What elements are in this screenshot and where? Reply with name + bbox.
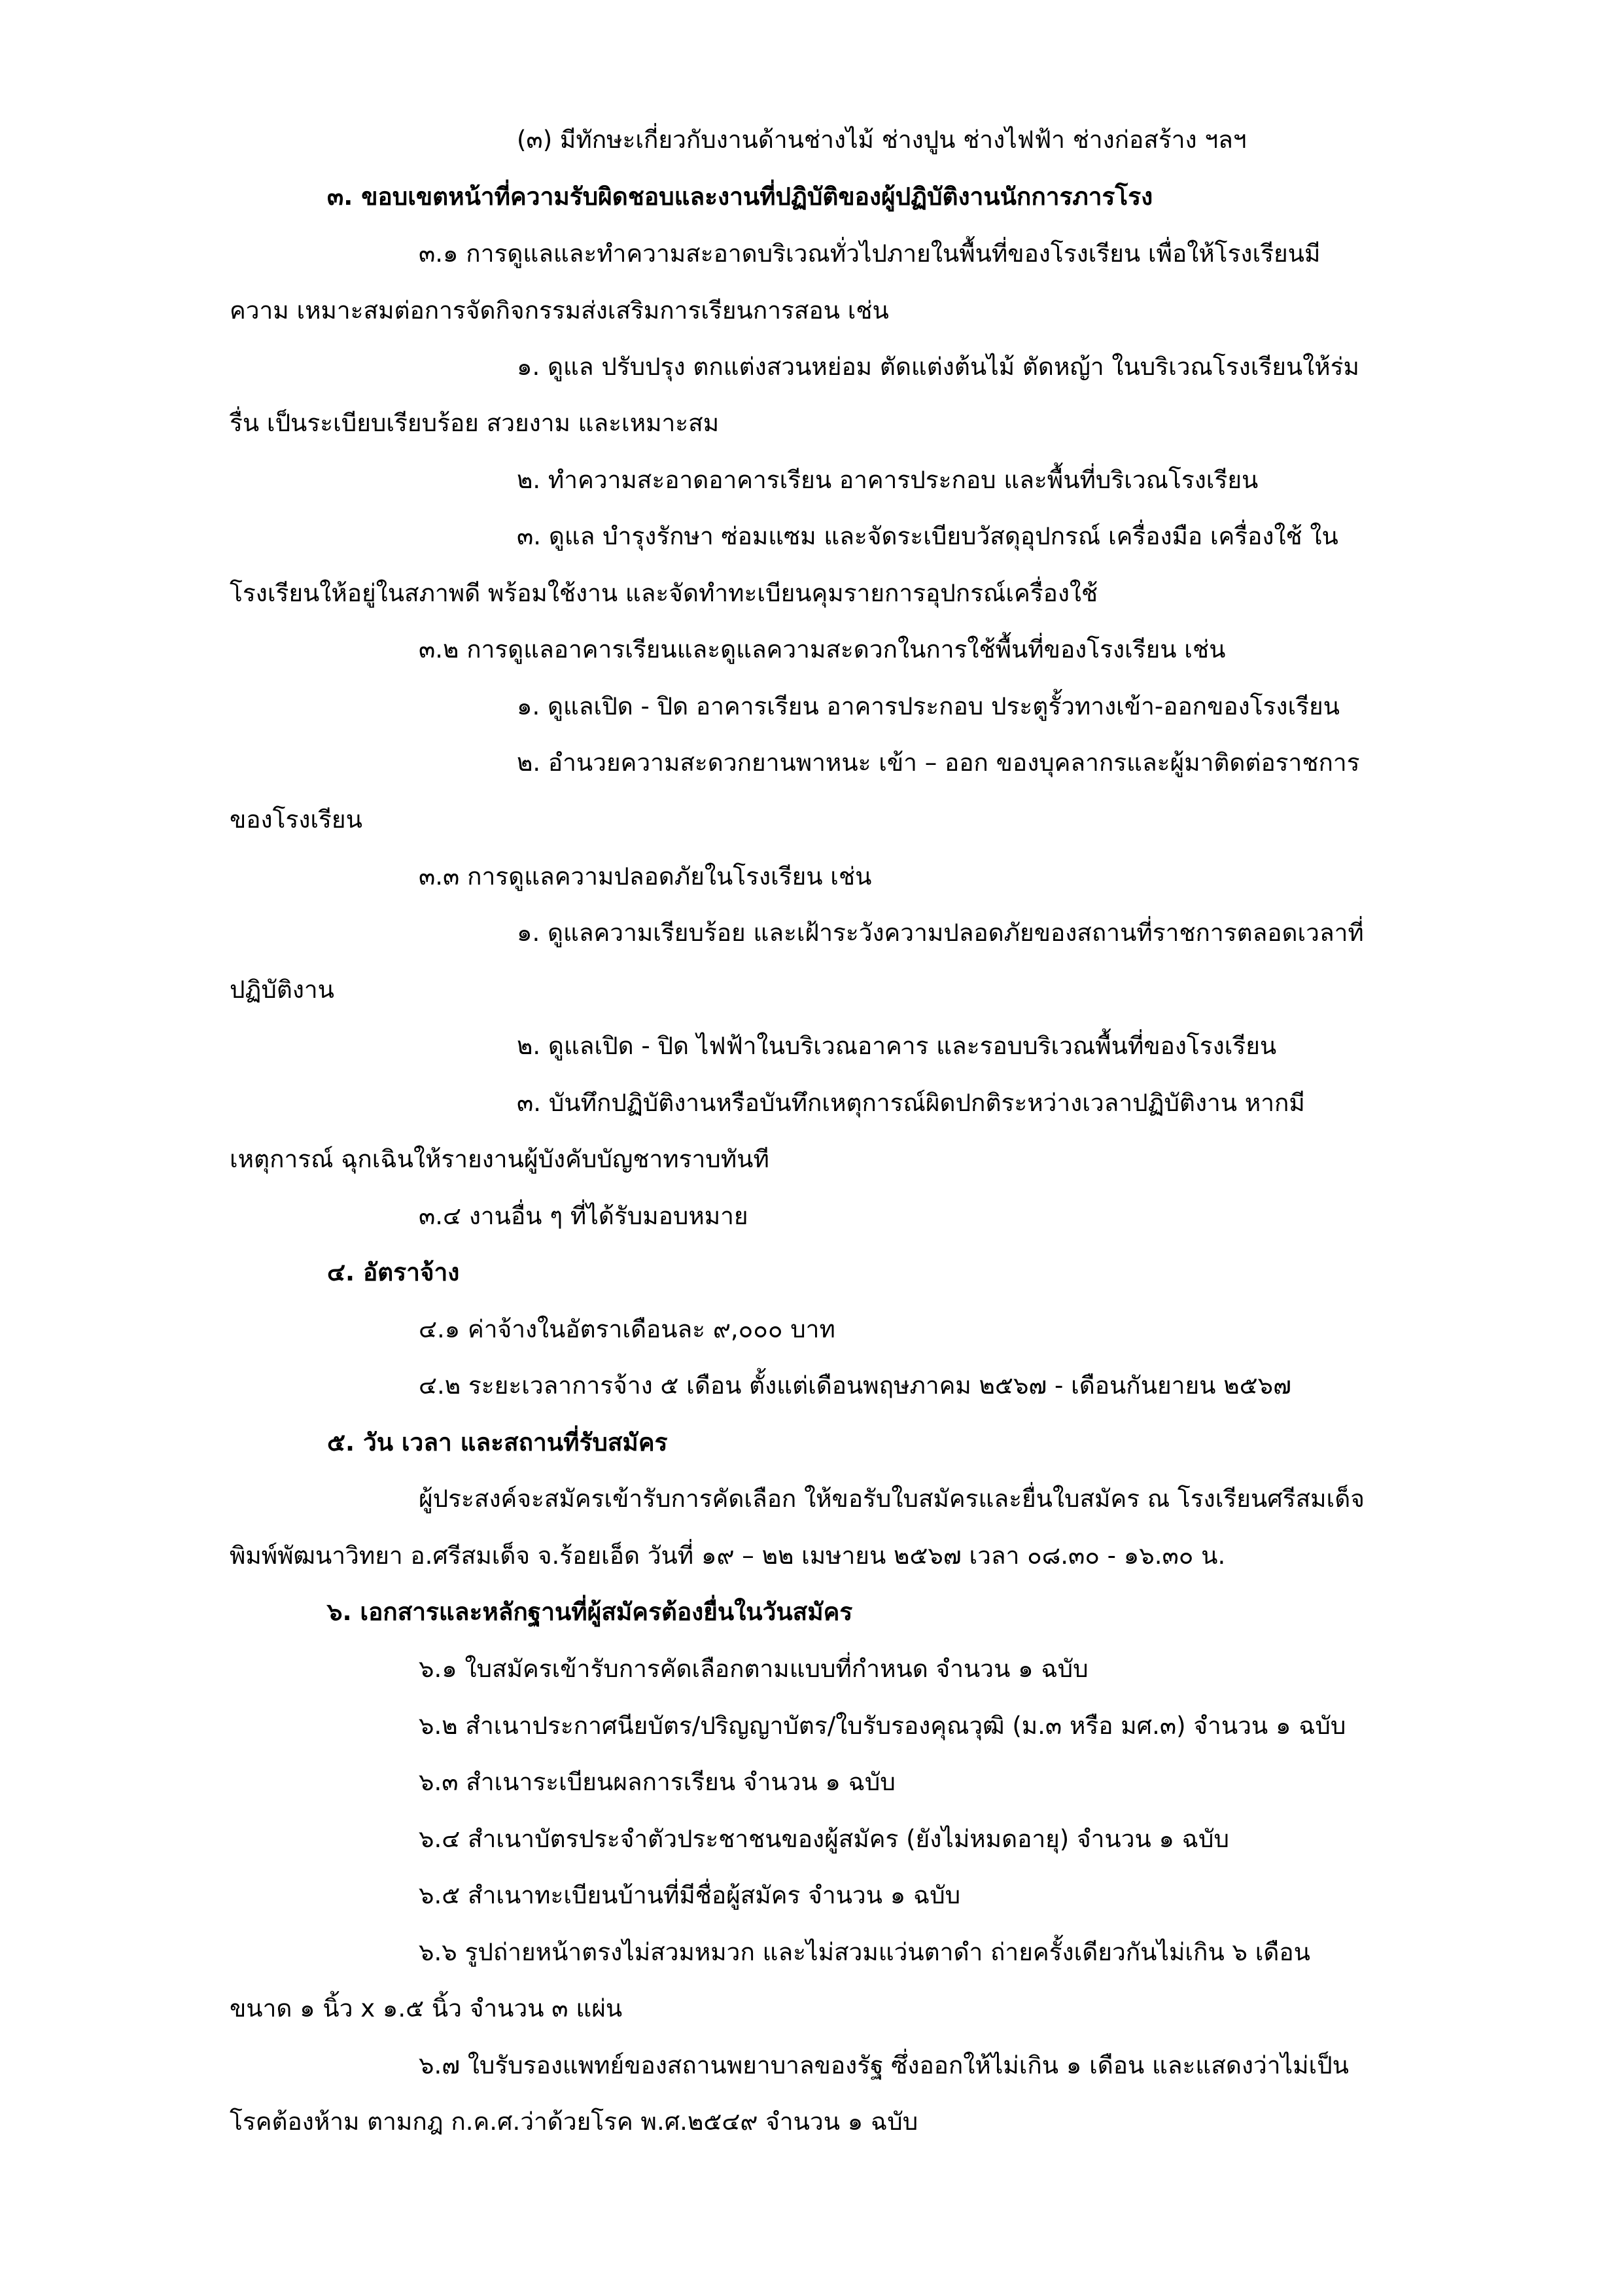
skill-item-3: (๓) มีทักษะเกี่ยวกับงานด้านช่างไม้ ช่างปูน ช่างไฟฟ้า ช่างก่อสร้าง ฯลฯ bbox=[517, 126, 1247, 154]
section-6-2-line: ๖.๒ สำเนาประกาศนียบัตร/ปริญญาบัตร/ใบรับรองคุณวุฒิ (ม.๓ หรือ มศ.๓) จำนวน ๑ ฉบับ bbox=[419, 1712, 1346, 1740]
section-3-2-item-1: ๑. ดูแลเปิด - ปิด อาคารเรียน อาคารประกอบ ประตูรั้วทางเข้า-ออกของโรงเรียน bbox=[517, 692, 1340, 720]
section-3-3-item-2: ๒. ดูแลเปิด - ปิด ไฟฟ้าในบริเวณอาคาร และรอบบริเวณพื้นที่ของโรงเรียน bbox=[517, 1032, 1277, 1060]
section-3-1-line-2: ความ เหมาะสมต่อการจัดกิจกรรมส่งเสริมการเรียนการสอน เช่น bbox=[230, 296, 889, 325]
section-3-1-item-1-line-2: รื่น เป็นระเบียบเรียบร้อย สวยงาม และเหมาะสม bbox=[230, 409, 720, 437]
section-3-1-item-2: ๒. ทำความสะอาดอาคารเรียน อาคารประกอบ และพื้นที่บริเวณโรงเรียน bbox=[517, 466, 1259, 494]
section-3-4-line: ๓.๔ งานอื่น ๆ ที่ได้รับมอบหมาย bbox=[419, 1202, 748, 1230]
section-6-3-line: ๖.๓ สำเนาระเบียนผลการเรียน จำนวน ๑ ฉบับ bbox=[419, 1768, 896, 1796]
section-4-1-line: ๔.๑ ค่าจ้างในอัตราเดือนละ ๙,๐๐๐ บาท bbox=[419, 1315, 835, 1343]
section-6-4-line: ๖.๔ สำเนาบัตรประจำตัวประชาชนของผู้สมัคร (ยังไม่หมดอายุ) จำนวน ๑ ฉบับ bbox=[419, 1825, 1229, 1853]
section-3-3-item-1-line-2: ปฏิบัติงาน bbox=[230, 976, 334, 1004]
section-6-6-line-1: ๖.๖ รูปถ่ายหน้าตรงไม่สวมหมวก และไม่สวมแว่นตาดำ ถ่ายครั้งเดียวกันไม่เกิน ๖ เดือน bbox=[419, 1938, 1310, 1966]
section-3-2-line: ๓.๒ การดูแลอาคารเรียนและดูแลความสะดวกในการใช้พื้นที่ของโรงเรียน เช่น bbox=[419, 635, 1226, 663]
section-5-line-1: ผู้ประสงค์จะสมัครเข้ารับการคัดเลือก ให้ขอรับใบสมัครและยื่นใบสมัคร ณ โรงเรียนศรีสมเด็จ bbox=[419, 1485, 1365, 1513]
section-3-1-item-3-line-2: โรงเรียนให้อยู่ในสภาพดี พร้อมใช้งาน และจัดทำทะเบียนคุมรายการอุปกรณ์เครื่องใช้ bbox=[230, 579, 1098, 607]
section-3-3-item-1-line-1: ๑. ดูแลความเรียบร้อย และเฝ้าระวังความปลอดภัยของสถานที่ราชการตลอดเวลาที่ bbox=[517, 919, 1364, 947]
section-6-6-line-2: ขนาด ๑ นิ้ว x ๑.๕ นิ้ว จำนวน ๓ แผ่น bbox=[230, 1994, 623, 2022]
section-4-heading: ๔. อัตราจ้าง bbox=[327, 1258, 460, 1286]
section-4-2-line: ๔.๒ ระยะเวลาการจ้าง ๕ เดือน ตั้งแต่เดือนพฤษภาคม ๒๕๖๗ - เดือนกันยายน ๒๕๖๗ bbox=[419, 1371, 1291, 1400]
section-3-heading: ๓. ขอบเขตหน้าที่ความรับผิดชอบและงานที่ปฏิบัติของผู้ปฏิบัติงานนักการภารโรง bbox=[327, 183, 1153, 211]
section-3-2-item-2-line-1: ๒. อำนวยความสะดวกยานพาหนะ เข้า – ออก ของบุคลากรและผู้มาติดต่อราชการ bbox=[517, 749, 1360, 777]
section-3-3-line: ๓.๓ การดูแลความปลอดภัยในโรงเรียน เช่น bbox=[419, 862, 872, 891]
section-6-5-line: ๖.๕ สำเนาทะเบียนบ้านที่มีชื่อผู้สมัคร จำนวน ๑ ฉบับ bbox=[419, 1881, 961, 1909]
section-3-2-item-2-line-2: ของโรงเรียน bbox=[230, 805, 362, 834]
section-3-3-item-3-line-2: เหตุการณ์ ฉุกเฉินให้รายงานผู้บังคับบัญชาทราบทันที bbox=[230, 1145, 769, 1173]
section-6-heading: ๖. เอกสารและหลักฐานที่ผู้สมัครต้องยื่นในวันสมัคร bbox=[327, 1598, 853, 1626]
section-5-heading: ๕. วัน เวลา และสถานที่รับสมัคร bbox=[327, 1428, 668, 1457]
section-3-1-item-3-line-1: ๓. ดูแล บำรุงรักษา ซ่อมแซม และจัดระเบียบวัสดุอุปกรณ์ เครื่องมือ เครื่องใช้ ใน bbox=[517, 522, 1338, 550]
section-3-3-item-3-line-1: ๓. บันทึกปฏิบัติงานหรือบันทึกเหตุการณ์ผิดปกติระหว่างเวลาปฏิบัติงาน หากมี bbox=[517, 1089, 1305, 1117]
section-3-1-line-1: ๓.๑ การดูแลและทำความสะอาดบริเวณทั่วไปภายในพื้นที่ของโรงเรียน เพื่อให้โรงเรียนมี bbox=[419, 239, 1321, 268]
section-5-line-2: พิมพ์พัฒนาวิทยา อ.ศรีสมเด็จ จ.ร้อยเอ็ด วันที่ ๑๙ – ๒๒ เมษายน ๒๕๖๗ เวลา ๐๘.๓๐ - ๑๖.๓๐ น. bbox=[230, 1542, 1226, 1570]
section-6-7-line-1: ๖.๗ ใบรับรองแพทย์ของสถานพยาบาลของรัฐ ซึ่งออกให้ไม่เกิน ๑ เดือน และแสดงว่าไม่เป็น bbox=[419, 2051, 1349, 2079]
section-3-1-item-1-line-1: ๑. ดูแล ปรับปรุง ตกแต่งสวนหย่อม ตัดแต่งต้นไม้ ตัดหญ้า ในบริเวณโรงเรียนให้ร่ม bbox=[517, 353, 1359, 381]
section-6-7-line-2: โรคต้องห้าม ตามกฎ ก.ค.ศ.ว่าด้วยโรค พ.ศ.๒๕๔๙ จำนวน ๑ ฉบับ bbox=[230, 2108, 918, 2136]
section-6-1-line: ๖.๑ ใบสมัครเข้ารับการคัดเลือกตามแบบที่กำหนด จำนวน ๑ ฉบับ bbox=[419, 1655, 1089, 1683]
